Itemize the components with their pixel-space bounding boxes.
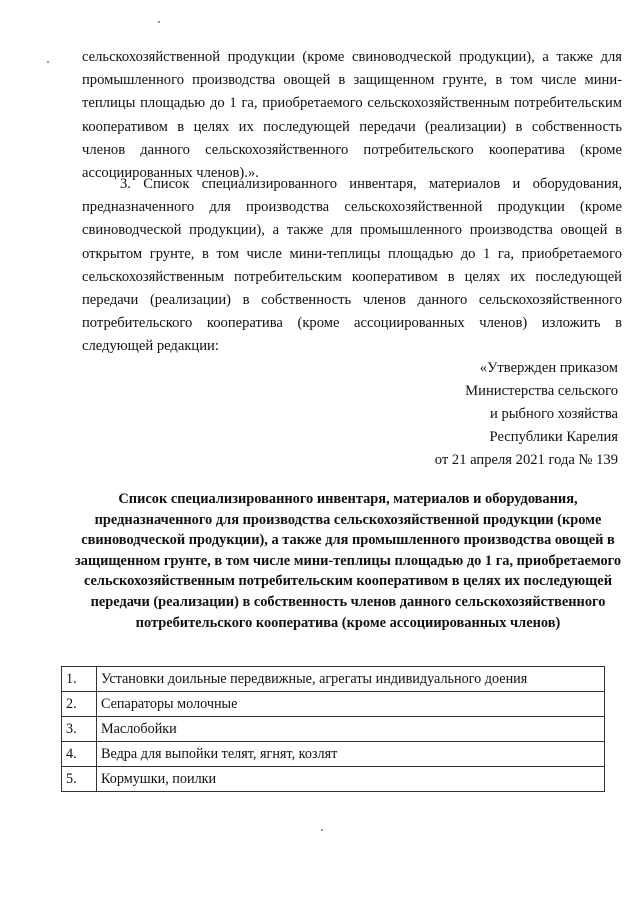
approval-block xyxy=(358,357,618,472)
approval-line: «Утвержден приказом xyxy=(479,360,618,376)
table-row xyxy=(62,717,605,742)
items-table xyxy=(61,666,605,792)
item-name: Кормушки, поилки xyxy=(97,767,605,792)
item-number: 3. xyxy=(62,717,97,742)
approval-line: и рыбного хозяйства xyxy=(489,406,618,422)
list-title: Список специализированного инвентаря, материалов и оборудования, предназначенного для производства сельскохозяйственной продукции (кроме свиноводческой продукции), а также для промышленного производства овощей в защищенном грунте, в том числе мини-теплицы площадью до 1 га, приобретаемого сельскохозяйственным потребительским кооперативом в целях их последующей передачи (реализации) в собственность членов данного сельскохозяйственного потребительского кооператива (кроме ассоциированных членов) xyxy=(74,491,622,631)
table-row xyxy=(62,692,605,717)
scan-speck xyxy=(321,829,323,831)
item-3-paragraph: 3. Список специализированного инвентаря, материалов и оборудования, предназначенного для производства сельскохозяйственной продукции (кроме свиноводческой продукции), а также для промышленного производства овощей в открытом грунте, в том числе мини-теплицы площадью до 1 га, приобретаемого сельскохозяйственным потребительским кооперативом в целях их последующей передачи (реализации) в собственность членов данного сельскохозяйственного потребительского кооператива (кроме ассоциированных членов) изложить в следующей редакции: xyxy=(82,176,622,355)
scan-speck xyxy=(47,61,49,63)
continuation-paragraph: сельскохозяйственной продукции (кроме свиноводческой продукции), а также для промышленного производства овощей в защищенном грунте, в том числе мини-теплицы площадью до 1 га, приобретаемого сельскохозяйственным потребительским кооперативом в целях их последующей передачи (реализации) в собственность членов данного сельскохозяйственного потребительского кооператива (кроме ассоциированных членов).». xyxy=(82,49,622,182)
item-name: Ведра для выпойки телят, ягнят, козлят xyxy=(97,742,605,767)
table-row xyxy=(62,667,605,692)
item-name: Установки доильные передвижные, агрегаты индивидуального доения xyxy=(97,667,605,692)
approval-line: Министерства сельского xyxy=(465,383,618,399)
item-number: 5. xyxy=(62,767,97,792)
approval-line: Республики Карелия xyxy=(489,429,618,445)
item-number: 4. xyxy=(62,742,97,767)
item-name: Сепараторы молочные xyxy=(97,692,605,717)
item-number: 1. xyxy=(62,667,97,692)
item-name: Маслобойки xyxy=(97,717,605,742)
table-row xyxy=(62,767,605,792)
scan-speck xyxy=(158,21,160,23)
item-number: 2. xyxy=(62,692,97,717)
table-row xyxy=(62,742,605,767)
approval-line: от 21 апреля 2021 года № 139 xyxy=(434,452,618,468)
